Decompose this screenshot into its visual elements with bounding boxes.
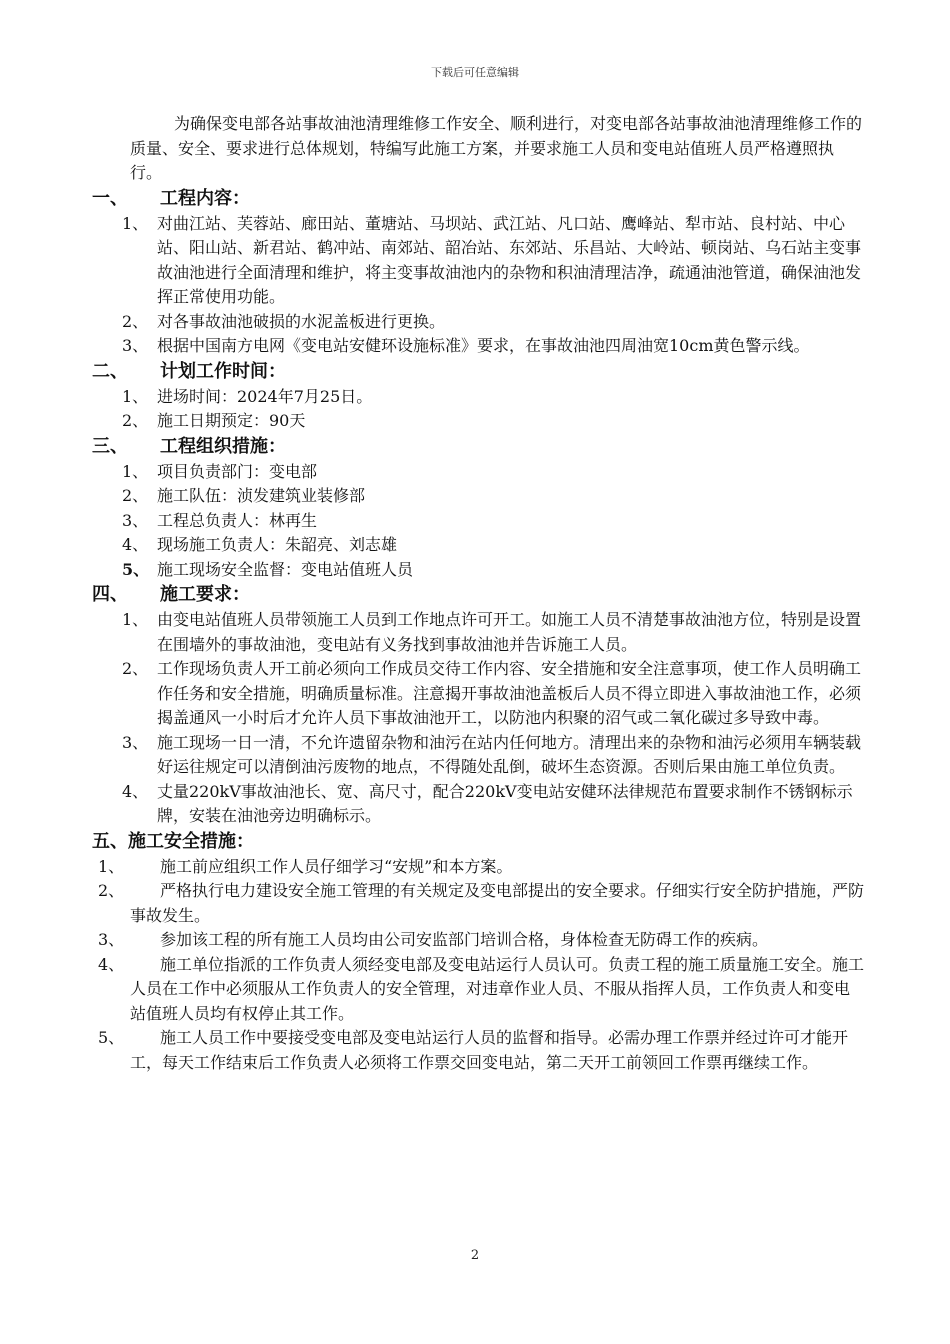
item-number: 3、 bbox=[98, 930, 125, 949]
section-title: 计划工作时间： bbox=[160, 360, 286, 382]
item-text: 丈量220kV事故油池长、宽、高尺寸，配合220kV变电站安健环法律规范布置要求制作不锈钢标示牌，安装在油池旁边明确标示。 bbox=[157, 781, 853, 825]
document-body bbox=[0, 112, 950, 1075]
item-number: 3、 bbox=[122, 336, 149, 355]
item-text: 施工队伍：浈发建筑业装修部 bbox=[157, 486, 366, 505]
item-number: 4、 bbox=[122, 781, 149, 801]
list-item bbox=[98, 953, 865, 1027]
item-number: 5、 bbox=[98, 1028, 125, 1047]
section-number: 五、 bbox=[92, 830, 128, 852]
item-number: 2、 bbox=[122, 659, 149, 678]
list-item bbox=[122, 212, 872, 310]
item-text: 参加该工程的所有施工人员均由公司安监部门培训合格，身体检查无防碍工作的疾病。 bbox=[160, 930, 769, 949]
item-number: 5、 bbox=[122, 559, 150, 579]
item-text: 根据中国南方电网《变电站安健环设施标准》要求，在事故油池四周油宽10cm黄色警示线。 bbox=[157, 336, 810, 355]
item-number: 1、 bbox=[122, 386, 149, 406]
item-number: 1、 bbox=[122, 213, 149, 233]
list-item bbox=[122, 409, 872, 434]
item-number: 1、 bbox=[122, 610, 149, 629]
item-number: 4、 bbox=[98, 954, 125, 974]
item-number: 4、 bbox=[122, 535, 149, 554]
list-item bbox=[122, 558, 872, 583]
section-heading-2 bbox=[92, 359, 950, 385]
section-heading-3 bbox=[92, 434, 950, 460]
list-item bbox=[98, 928, 865, 953]
section-title: 施工要求： bbox=[160, 584, 250, 605]
list-item bbox=[122, 657, 872, 731]
list-item bbox=[122, 460, 872, 485]
page-header: 下载后可任意编辑 bbox=[431, 66, 519, 79]
item-text: 严格执行电力建设安全施工管理的有关规定及变电部提出的安全要求。仔细实行安全防护措施，严防事故发生。 bbox=[130, 881, 865, 925]
intro-paragraph: 为确保变电部各站事故油池清理维修工作安全、顺利进行，对变电部各站事故油池清理维修工作的质量、安全、要求进行总体规划，特编写此施工方案，并要求施工人员和变电站值班人员严格遵照执行。 bbox=[130, 114, 863, 182]
item-number: 3、 bbox=[122, 732, 149, 752]
list-item bbox=[122, 509, 872, 534]
item-text: 施工单位指派的工作负责人须经变电部及变电站运行人员认可。负责工程的施工质量施工安全。施工人员在工作中必须服从工作负责人的安全管理，对违章作业人员、不服从指挥人员，工作负责人和变电站值班人员均有权停止其工作。 bbox=[130, 954, 865, 1023]
item-text: 工程总负责人：林再生 bbox=[157, 510, 318, 530]
section-title: 工程组织措施： bbox=[160, 435, 286, 457]
section-number: 二、 bbox=[92, 360, 128, 382]
item-number: 1、 bbox=[122, 461, 149, 481]
list-item bbox=[98, 879, 865, 928]
item-text: 工作现场负责人开工前必须向工作成员交待工作内容、安全措施和安全注意事项，使工作人员明确工作任务和安全措施，明确质量标准。注意揭开事故油池盖板后人员不得立即进入事故油池工作，必须揭盖通风一小时后才允许人员下事故油池开工，以防池内积聚的沼气或二氧化碳过多导致中毒。 bbox=[157, 659, 862, 727]
item-number: 2、 bbox=[122, 486, 149, 505]
item-text: 施工前应组织工作人员仔细学习“安规”和本方案。 bbox=[160, 856, 513, 876]
item-number: 2、 bbox=[122, 411, 149, 430]
item-text: 施工人员工作中要接受变电部及变电站运行人员的监督和指导。必需办理工作票并经过许可才能开工，每天工作结束后工作负责人必须将工作票交回变电站，第二天开工前领回工作票再继续工作。 bbox=[130, 1028, 849, 1072]
list-item bbox=[122, 780, 872, 829]
list-item bbox=[122, 334, 872, 359]
section-heading-5 bbox=[92, 829, 950, 855]
item-number: 3、 bbox=[122, 510, 149, 530]
item-text: 施工日期预定：90天 bbox=[157, 411, 306, 430]
section-number: 一、 bbox=[92, 187, 128, 209]
list-item bbox=[98, 855, 865, 880]
item-text: 施工现场安全监督：变电站值班人员 bbox=[157, 559, 414, 579]
list-item bbox=[122, 484, 872, 509]
list-item bbox=[122, 731, 872, 780]
section-heading-4 bbox=[92, 582, 950, 608]
list-item bbox=[122, 310, 872, 335]
item-text: 对曲江站、芙蓉站、廊田站、董塘站、马坝站、武江站、凡口站、鹰峰站、犁市站、良村站、中心站、阳山站、新君站、鹤冲站、南郊站、韶冶站、东郊站、乐昌站、大岭站、顿岗站、乌石站主变事故油池进行全面清理和维护，将主变事故油池内的杂物和积油清理洁净，疏通油池管道，确保油池发挥正常使用功能。 bbox=[157, 213, 862, 306]
item-text: 进场时间：2024年7月25日。 bbox=[157, 386, 373, 406]
page-number: 2 bbox=[470, 1248, 480, 1263]
section-heading-1 bbox=[92, 186, 950, 212]
section-number: 四、 bbox=[92, 584, 128, 605]
item-text: 对各事故油池破损的水泥盖板进行更换。 bbox=[157, 311, 446, 331]
item-text: 现场施工负责人：朱韶亮、刘志雄 bbox=[157, 535, 398, 554]
list-item bbox=[122, 533, 872, 558]
item-number: 2、 bbox=[98, 881, 125, 900]
item-text: 由变电站值班人员带领施工人员到工作地点许可开工。如施工人员不清楚事故油池方位，特别是设置在围墙外的事故油池，变电站有义务找到事故油池并告诉施工人员。 bbox=[157, 610, 862, 654]
list-item bbox=[122, 608, 872, 657]
item-number: 1、 bbox=[98, 856, 125, 876]
item-text: 施工现场一日一清，不允许遗留杂物和油污在站内任何地方。清理出来的杂物和油污必须用车辆装载好运往规定可以清倒油污废物的地点，不得随处乱倒，破坏生态资源。否则后果由施工单位负责。 bbox=[157, 732, 862, 776]
list-item bbox=[98, 1026, 865, 1075]
list-item bbox=[122, 385, 872, 410]
section-title: 工程内容： bbox=[160, 187, 250, 209]
section-title: 施工安全措施： bbox=[128, 830, 254, 852]
item-text: 项目负责部门：变电部 bbox=[157, 461, 318, 481]
section-number: 三、 bbox=[92, 435, 128, 457]
item-number: 2、 bbox=[122, 311, 149, 331]
